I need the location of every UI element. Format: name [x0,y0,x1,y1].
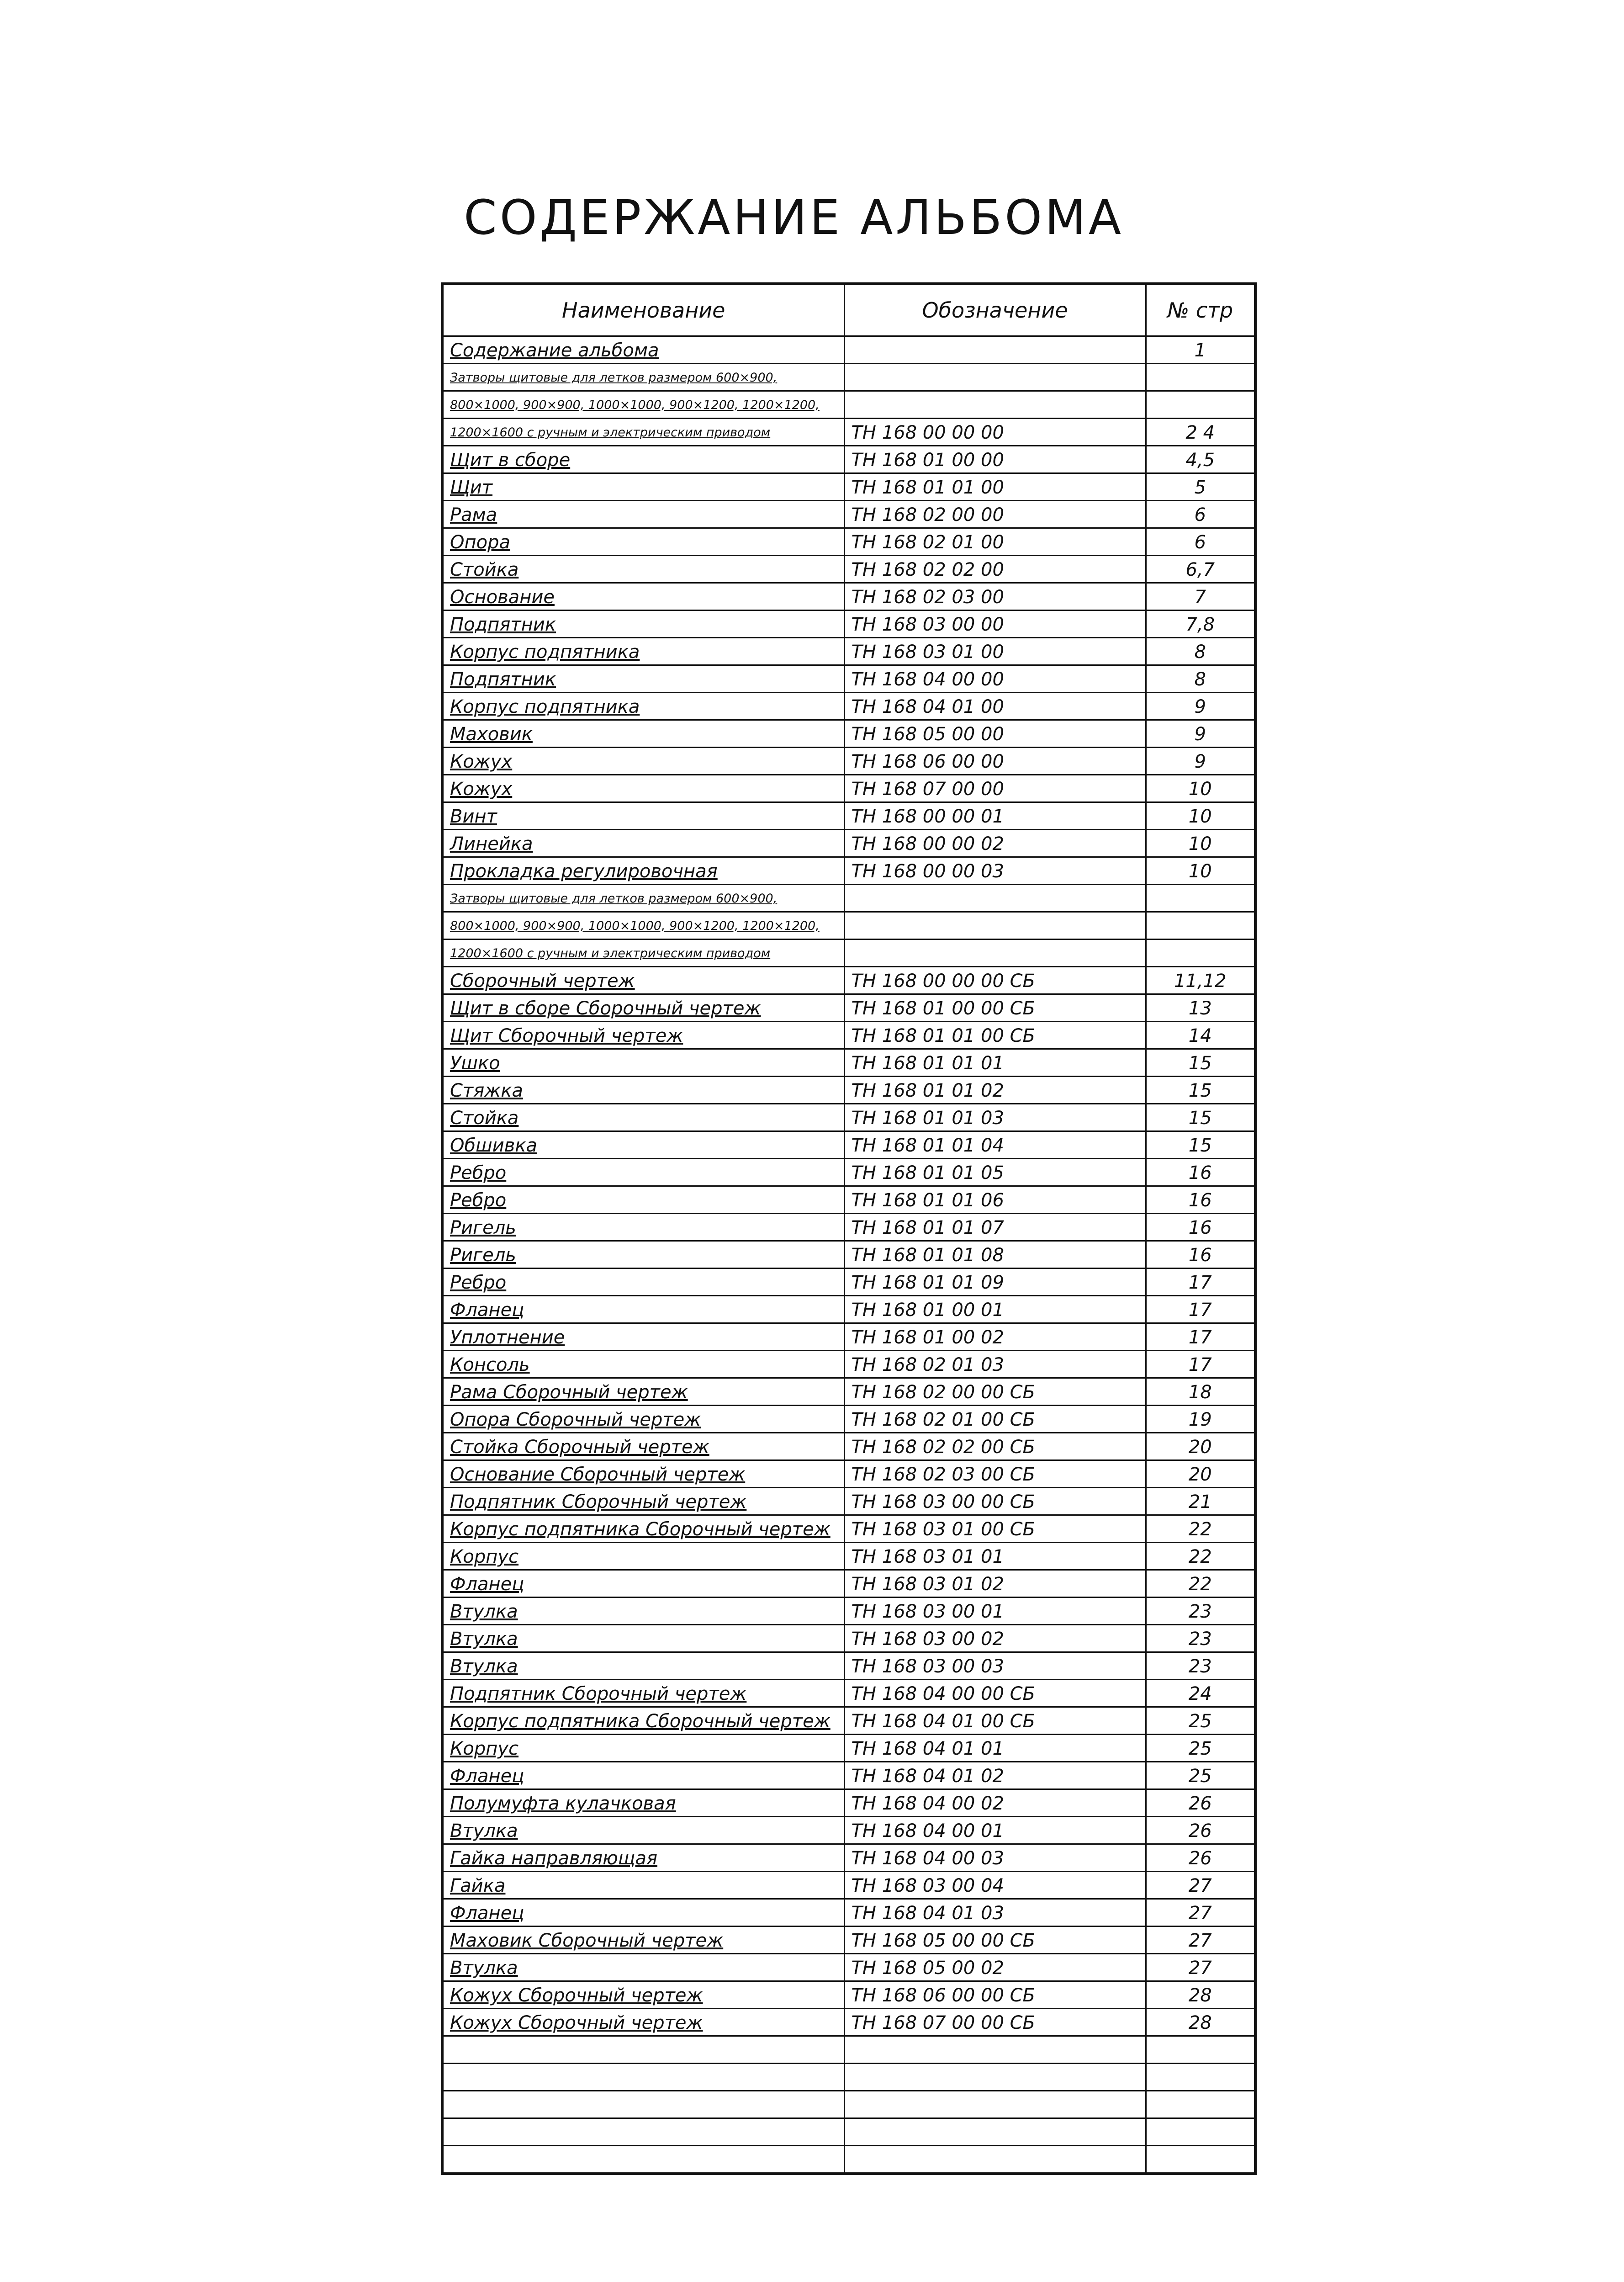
row-code-cell: ТН 168 04 01 00 [844,693,1146,720]
row-page-cell: 27 [1146,1872,1255,1899]
table-row [442,1735,1255,1762]
table-row [442,1789,1255,1817]
row-page-cell: 22 [1146,1570,1255,1597]
table-row [442,1241,1255,1268]
row-code-cell: ТН 168 01 01 04 [844,1131,1146,1159]
row-code-cell: ТН 168 03 00 03 [844,1652,1146,1680]
row-code-cell [844,2091,1146,2118]
row-code-cell: ТН 168 02 01 00 СБ [844,1406,1146,1433]
row-code-cell [844,391,1146,419]
row-name-cell [442,2118,844,2146]
row-code-cell: ТН 168 04 00 00 [844,665,1146,693]
row-code-cell [844,939,1146,967]
row-code-cell: ТН 168 06 00 00 [844,748,1146,775]
row-page-cell: 9 [1146,693,1255,720]
table-row [442,1543,1255,1570]
row-name-cell: Корпус [442,1543,844,1570]
table-row [442,1049,1255,1077]
row-code-cell: ТН 168 01 01 00 СБ [844,1022,1146,1049]
row-name-cell: Линейка [442,830,844,857]
row-code-cell: ТН 168 01 01 03 [844,1104,1146,1131]
table-row [442,885,1255,912]
row-code-cell: ТН 168 03 01 00 СБ [844,1515,1146,1543]
row-code-cell: ТН 168 07 00 00 СБ [844,2009,1146,2036]
row-page-cell: 17 [1146,1268,1255,1296]
row-code-cell [844,885,1146,912]
row-code-cell: ТН 168 01 01 00 [844,473,1146,501]
row-name-cell: Ригель [442,1214,844,1241]
row-page-cell: 14 [1146,1022,1255,1049]
row-code-cell: ТН 168 02 01 03 [844,1351,1146,1378]
table-row [442,802,1255,830]
table-row [442,419,1255,446]
row-name-cell: Основание [442,583,844,610]
row-name-cell: Подпятник Сборочный чертеж [442,1680,844,1707]
row-code-cell [844,336,1146,364]
table-row [442,610,1255,638]
row-code-cell: ТН 168 01 01 05 [844,1159,1146,1186]
row-name-cell: Втулка [442,1954,844,1981]
row-page-cell: 16 [1146,1241,1255,1268]
table-row [442,1762,1255,1789]
table-row [442,939,1255,967]
row-name-cell: Гайка направляющая [442,1844,844,1872]
row-name-cell: Подпятник Сборочный чертеж [442,1488,844,1515]
row-name-cell: Фланец [442,1296,844,1323]
row-page-cell: 27 [1146,1954,1255,1981]
row-page-cell: 15 [1146,1049,1255,1077]
row-page-cell: 27 [1146,1926,1255,1954]
row-page-cell: 17 [1146,1323,1255,1351]
row-page-cell: 15 [1146,1131,1255,1159]
row-page-cell: 1 [1146,336,1255,364]
row-code-cell: ТН 168 04 00 02 [844,1789,1146,1817]
row-page-cell: 22 [1146,1515,1255,1543]
row-name-cell: Маховик Сборочный чертеж [442,1926,844,1954]
table-header-row [442,284,1255,336]
table-row [442,1488,1255,1515]
table-row [442,1433,1255,1460]
row-name-cell: Стойка [442,1104,844,1131]
row-code-cell: ТН 168 01 00 00 [844,446,1146,473]
table-row [442,1131,1255,1159]
row-page-cell: 2 4 [1146,419,1255,446]
row-page-cell: 25 [1146,1735,1255,1762]
table-row [442,1981,1255,2009]
row-page-cell: 17 [1146,1351,1255,1378]
row-name-cell: Винт [442,802,844,830]
table-row [442,336,1255,364]
table-row [442,1351,1255,1378]
row-name-cell: Втулка [442,1597,844,1625]
row-name-cell: Обшивка [442,1131,844,1159]
row-page-cell: 23 [1146,1597,1255,1625]
table-row [442,1214,1255,1241]
table-row [442,720,1255,748]
row-page-cell: 23 [1146,1652,1255,1680]
row-code-cell [844,2118,1146,2146]
row-name-cell: 800×1000, 900×900, 1000×1000, 900×1200, 1200×1200, [442,391,844,419]
row-page-cell: 18 [1146,1378,1255,1406]
row-name-cell: Кожух [442,775,844,802]
row-page-cell [1146,939,1255,967]
row-code-cell: ТН 168 01 01 06 [844,1186,1146,1214]
table-row [442,775,1255,802]
row-page-cell: 25 [1146,1762,1255,1789]
row-page-cell: 20 [1146,1460,1255,1488]
table-row [442,1077,1255,1104]
row-name-cell: Втулка [442,1652,844,1680]
row-code-cell: ТН 168 03 00 02 [844,1625,1146,1652]
row-name-cell: Затворы щитовые для летков размером 600×900, [442,364,844,391]
row-code-cell: ТН 168 03 01 01 [844,1543,1146,1570]
row-name-cell: Щит Сборочный чертеж [442,1022,844,1049]
row-page-cell: 28 [1146,1981,1255,2009]
table-row [442,556,1255,583]
row-code-cell: ТН 168 00 00 01 [844,802,1146,830]
row-name-cell: Ребро [442,1159,844,1186]
row-code-cell: ТН 168 05 00 00 СБ [844,1926,1146,1954]
row-page-cell: 4,5 [1146,446,1255,473]
row-name-cell: Подпятник [442,665,844,693]
row-code-cell: ТН 168 01 01 01 [844,1049,1146,1077]
row-name-cell [442,2036,844,2064]
row-name-cell: Корпус подпятника Сборочный чертеж [442,1515,844,1543]
row-page-cell: 6 [1146,528,1255,556]
table-row [442,2036,1255,2064]
table-body [442,336,1255,2174]
row-code-cell: ТН 168 01 01 09 [844,1268,1146,1296]
table-row [442,1817,1255,1844]
table-row [442,1570,1255,1597]
row-code-cell: ТН 168 03 00 00 [844,610,1146,638]
row-name-cell: Кожух Сборочный чертеж [442,2009,844,2036]
table-row [442,1652,1255,1680]
row-page-cell: 16 [1146,1186,1255,1214]
row-page-cell: 5 [1146,473,1255,501]
row-page-cell: 6,7 [1146,556,1255,583]
row-page-cell [1146,885,1255,912]
row-name-cell: Рама [442,501,844,528]
row-code-cell: ТН 168 02 02 00 СБ [844,1433,1146,1460]
row-page-cell: 22 [1146,1543,1255,1570]
row-name-cell: Щит в сборе Сборочный чертеж [442,994,844,1022]
table-row [442,1460,1255,1488]
row-name-cell: Гайка [442,1872,844,1899]
row-page-cell: 16 [1146,1159,1255,1186]
row-name-cell: Щит в сборе [442,446,844,473]
table-row [442,2146,1255,2174]
table-row [442,1022,1255,1049]
row-code-cell: ТН 168 04 01 00 СБ [844,1707,1146,1735]
row-name-cell: Втулка [442,1817,844,1844]
row-code-cell: ТН 168 04 01 01 [844,1735,1146,1762]
row-name-cell: Рама Сборочный чертеж [442,1378,844,1406]
row-page-cell: 10 [1146,830,1255,857]
row-code-cell: ТН 168 07 00 00 [844,775,1146,802]
row-code-cell: ТН 168 00 00 00 СБ [844,967,1146,994]
table-row [442,1104,1255,1131]
row-code-cell: ТН 168 01 01 08 [844,1241,1146,1268]
table-row [442,1406,1255,1433]
row-page-cell: 21 [1146,1488,1255,1515]
table-row [442,583,1255,610]
row-name-cell: Корпус подпятника [442,693,844,720]
row-name-cell: Маховик [442,720,844,748]
row-page-cell: 9 [1146,720,1255,748]
row-page-cell [1146,2118,1255,2146]
row-page-cell: 20 [1146,1433,1255,1460]
row-name-cell: Ушко [442,1049,844,1077]
row-code-cell: ТН 168 03 01 02 [844,1570,1146,1597]
row-name-cell: Сборочный чертеж [442,967,844,994]
row-code-cell: ТН 168 03 00 00 СБ [844,1488,1146,1515]
row-page-cell: 17 [1146,1296,1255,1323]
row-name-cell: 1200×1600 с ручным и электрическим приводом [442,939,844,967]
row-page-cell: 8 [1146,638,1255,665]
row-page-cell: 10 [1146,802,1255,830]
row-name-cell: Кожух Сборочный чертеж [442,1981,844,2009]
row-page-cell: 24 [1146,1680,1255,1707]
table-row [442,528,1255,556]
table-row [442,1186,1255,1214]
row-code-cell: ТН 168 00 00 03 [844,857,1146,885]
row-name-cell: Ригель [442,1241,844,1268]
row-name-cell [442,2091,844,2118]
row-page-cell: 25 [1146,1707,1255,1735]
table-row [442,748,1255,775]
row-name-cell: Кожух [442,748,844,775]
row-page-cell: 23 [1146,1625,1255,1652]
row-name-cell: Подпятник [442,610,844,638]
table-row [442,1323,1255,1351]
row-code-cell: ТН 168 06 00 00 СБ [844,1981,1146,2009]
row-page-cell [1146,2064,1255,2091]
row-code-cell [844,912,1146,939]
row-page-cell: 10 [1146,775,1255,802]
header-code: Обозначение [844,284,1146,336]
table-row [442,446,1255,473]
row-page-cell: 7,8 [1146,610,1255,638]
row-code-cell: ТН 168 04 01 03 [844,1899,1146,1926]
row-code-cell: ТН 168 05 00 00 [844,720,1146,748]
table-row [442,994,1255,1022]
table-row [442,1296,1255,1323]
row-page-cell: 8 [1146,665,1255,693]
row-code-cell: ТН 168 03 01 00 [844,638,1146,665]
table-row [442,1625,1255,1652]
table-row [442,967,1255,994]
row-page-cell: 10 [1146,857,1255,885]
row-name-cell: Прокладка регулировочная [442,857,844,885]
table-row [442,1268,1255,1296]
table-row [442,1159,1255,1186]
table-row [442,638,1255,665]
table-row [442,1844,1255,1872]
row-code-cell: ТН 168 02 03 00 [844,583,1146,610]
row-page-cell: 11,12 [1146,967,1255,994]
row-page-cell: 15 [1146,1104,1255,1131]
row-name-cell: Стойка [442,556,844,583]
row-page-cell [1146,391,1255,419]
row-code-cell [844,2036,1146,2064]
row-code-cell: ТН 168 01 01 02 [844,1077,1146,1104]
table-row [442,857,1255,885]
row-name-cell: Уплотнение [442,1323,844,1351]
table-row [442,1378,1255,1406]
row-code-cell: ТН 168 02 00 00 СБ [844,1378,1146,1406]
table-row [442,2118,1255,2146]
row-page-cell: 16 [1146,1214,1255,1241]
row-page-cell: 9 [1146,748,1255,775]
row-code-cell: ТН 168 04 00 00 СБ [844,1680,1146,1707]
row-page-cell: 26 [1146,1817,1255,1844]
row-name-cell: Корпус подпятника [442,638,844,665]
row-name-cell [442,2146,844,2174]
row-code-cell: ТН 168 00 00 02 [844,830,1146,857]
table-row [442,912,1255,939]
row-name-cell: Содержание альбома [442,336,844,364]
row-page-cell: 13 [1146,994,1255,1022]
table-row [442,364,1255,391]
row-name-cell: Втулка [442,1625,844,1652]
table-row [442,1707,1255,1735]
row-name-cell: Фланец [442,1762,844,1789]
row-code-cell: ТН 168 03 00 01 [844,1597,1146,1625]
header-name: Наименование [442,284,844,336]
table-row [442,473,1255,501]
table-row [442,1954,1255,1981]
row-name-cell: Затворы щитовые для летков размером 600×900, [442,885,844,912]
row-code-cell: ТН 168 02 00 00 [844,501,1146,528]
row-page-cell [1146,364,1255,391]
row-code-cell: ТН 168 02 03 00 СБ [844,1460,1146,1488]
table-row [442,830,1255,857]
row-code-cell: ТН 168 03 00 04 [844,1872,1146,1899]
row-page-cell [1146,2036,1255,2064]
table-row [442,2091,1255,2118]
page-title: СОДЕРЖАНИЕ АЛЬБОМА [464,190,1124,245]
row-name-cell: Основание Сборочный чертеж [442,1460,844,1488]
row-code-cell: ТН 168 04 00 01 [844,1817,1146,1844]
row-name-cell: 1200×1600 с ручным и электрическим приводом [442,419,844,446]
row-code-cell: ТН 168 01 01 07 [844,1214,1146,1241]
row-page-cell: 15 [1146,1077,1255,1104]
row-page-cell [1146,912,1255,939]
row-code-cell: ТН 168 01 00 00 СБ [844,994,1146,1022]
row-page-cell: 28 [1146,2009,1255,2036]
table-row [442,501,1255,528]
row-code-cell [844,364,1146,391]
row-name-cell: Опора [442,528,844,556]
row-name-cell: Щит [442,473,844,501]
row-code-cell: ТН 168 02 01 00 [844,528,1146,556]
contents-table [441,282,1257,2175]
row-name-cell: Фланец [442,1570,844,1597]
row-page-cell: 26 [1146,1789,1255,1817]
table-row [442,693,1255,720]
row-page-cell: 7 [1146,583,1255,610]
row-name-cell: Корпус [442,1735,844,1762]
row-page-cell: 27 [1146,1899,1255,1926]
row-name-cell: Консоль [442,1351,844,1378]
row-name-cell: Фланец [442,1899,844,1926]
row-name-cell: Стойка Сборочный чертеж [442,1433,844,1460]
row-name-cell: Стяжка [442,1077,844,1104]
row-name-cell: Опора Сборочный чертеж [442,1406,844,1433]
table-row [442,2009,1255,2036]
row-name-cell: Ребро [442,1268,844,1296]
table-row [442,665,1255,693]
table-row [442,1872,1255,1899]
table-row [442,1926,1255,1954]
row-name-cell [442,2064,844,2091]
header-page: № стр [1146,284,1255,336]
row-page-cell: 26 [1146,1844,1255,1872]
table-row [442,2064,1255,2091]
row-name-cell: Корпус подпятника Сборочный чертеж [442,1707,844,1735]
row-code-cell: ТН 168 04 00 03 [844,1844,1146,1872]
row-code-cell: ТН 168 01 00 02 [844,1323,1146,1351]
row-name-cell: Ребро [442,1186,844,1214]
row-page-cell: 19 [1146,1406,1255,1433]
row-page-cell [1146,2146,1255,2174]
row-code-cell [844,2146,1146,2174]
table-row [442,1899,1255,1926]
table-row [442,391,1255,419]
table-row [442,1680,1255,1707]
row-code-cell: ТН 168 04 01 02 [844,1762,1146,1789]
row-name-cell: Полумуфта кулачковая [442,1789,844,1817]
table-row [442,1515,1255,1543]
row-code-cell: ТН 168 00 00 00 [844,419,1146,446]
row-code-cell: ТН 168 02 02 00 [844,556,1146,583]
row-page-cell: 6 [1146,501,1255,528]
table-row [442,1597,1255,1625]
row-page-cell [1146,2091,1255,2118]
row-code-cell [844,2064,1146,2091]
row-code-cell: ТН 168 05 00 02 [844,1954,1146,1981]
row-code-cell: ТН 168 01 00 01 [844,1296,1146,1323]
row-name-cell: 800×1000, 900×900, 1000×1000, 900×1200, 1200×1200, [442,912,844,939]
